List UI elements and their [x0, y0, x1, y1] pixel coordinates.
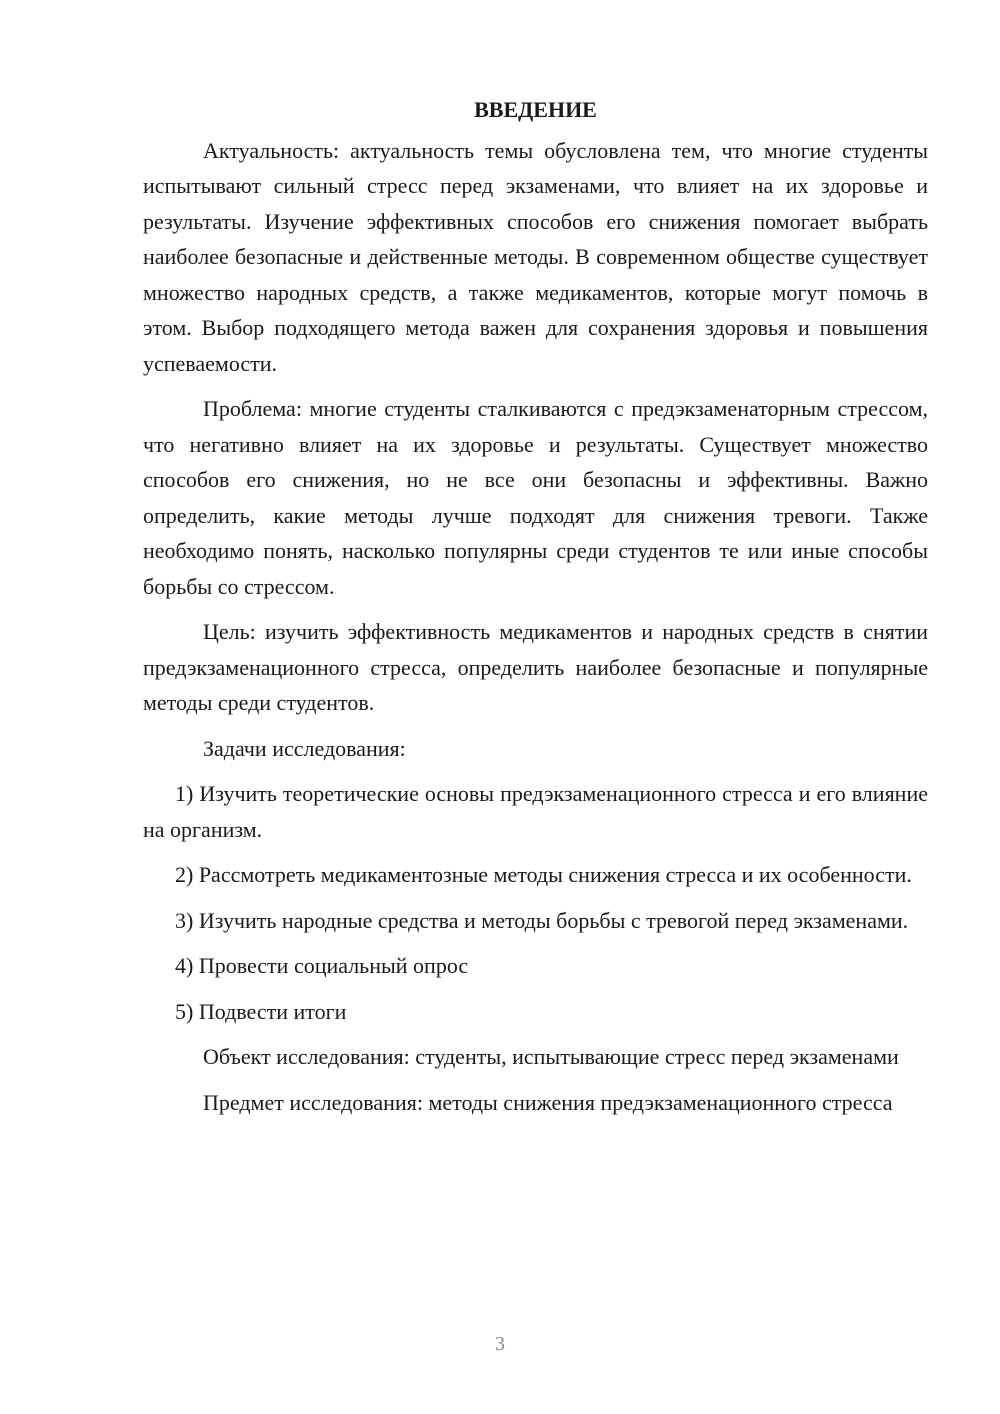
page-title: ВВЕДЕНИЕ: [474, 97, 597, 122]
relevance-paragraph: Актуальность: актуальность темы обусловлена тем, что многие студенты испытывают сильный стресс перед экзаменами, что влияет на их здоровье и результаты. Изучение эффективных способов его снижения помогает выбрать наиболее безопасные и действенные методы. В современном обществе существует множество народных средств, а также медикаментов, которые могут помочь в этом. Выбор подходящего метода важен для сохранения здоровья и повышения успеваемости.: [143, 137, 928, 376]
subject-paragraph: Предмет исследования: методы снижения предэкзаменационного стресса: [203, 1089, 893, 1115]
task-item-5: 5) Подвести итоги: [175, 998, 347, 1024]
task-item-1: 1) Изучить теоретические основы предэкзаменационного стресса и его влияние на организм.: [143, 781, 928, 842]
problem-paragraph: Проблема: многие студенты сталкиваются с предэкзаменаторным стрессом, что негативно влияет на их здоровье и результаты. Существует множество способов его снижения, но не все они безопасны и эффективны. Важно определить, какие методы лучше подходят для снижения тревоги. Также необходимо понять, насколько популярны среди студентов те или иные способы борьбы со стрессом.: [143, 396, 928, 599]
page-number: 3: [495, 1333, 505, 1355]
document-page: [143, 92, 928, 1130]
task-item-2: 2) Рассмотреть медикаментозные методы снижения стресса и их особенности.: [175, 862, 912, 887]
tasks-heading: Задачи исследования:: [203, 735, 406, 761]
task-item-3: 3) Изучить народные средства и методы борьбы с тревогой перед экзаменами.: [175, 907, 909, 933]
object-paragraph: Объект исследования: студенты, испытывающие стресс перед экзаменами: [203, 1044, 899, 1069]
task-item-4: 4) Провести социальный опрос: [175, 953, 469, 978]
goal-paragraph: Цель: изучить эффективность медикаментов и народных средств в снятии предэкзаменационного стресса, определить наиболее безопасные и популярные методы среди студентов.: [143, 619, 928, 715]
